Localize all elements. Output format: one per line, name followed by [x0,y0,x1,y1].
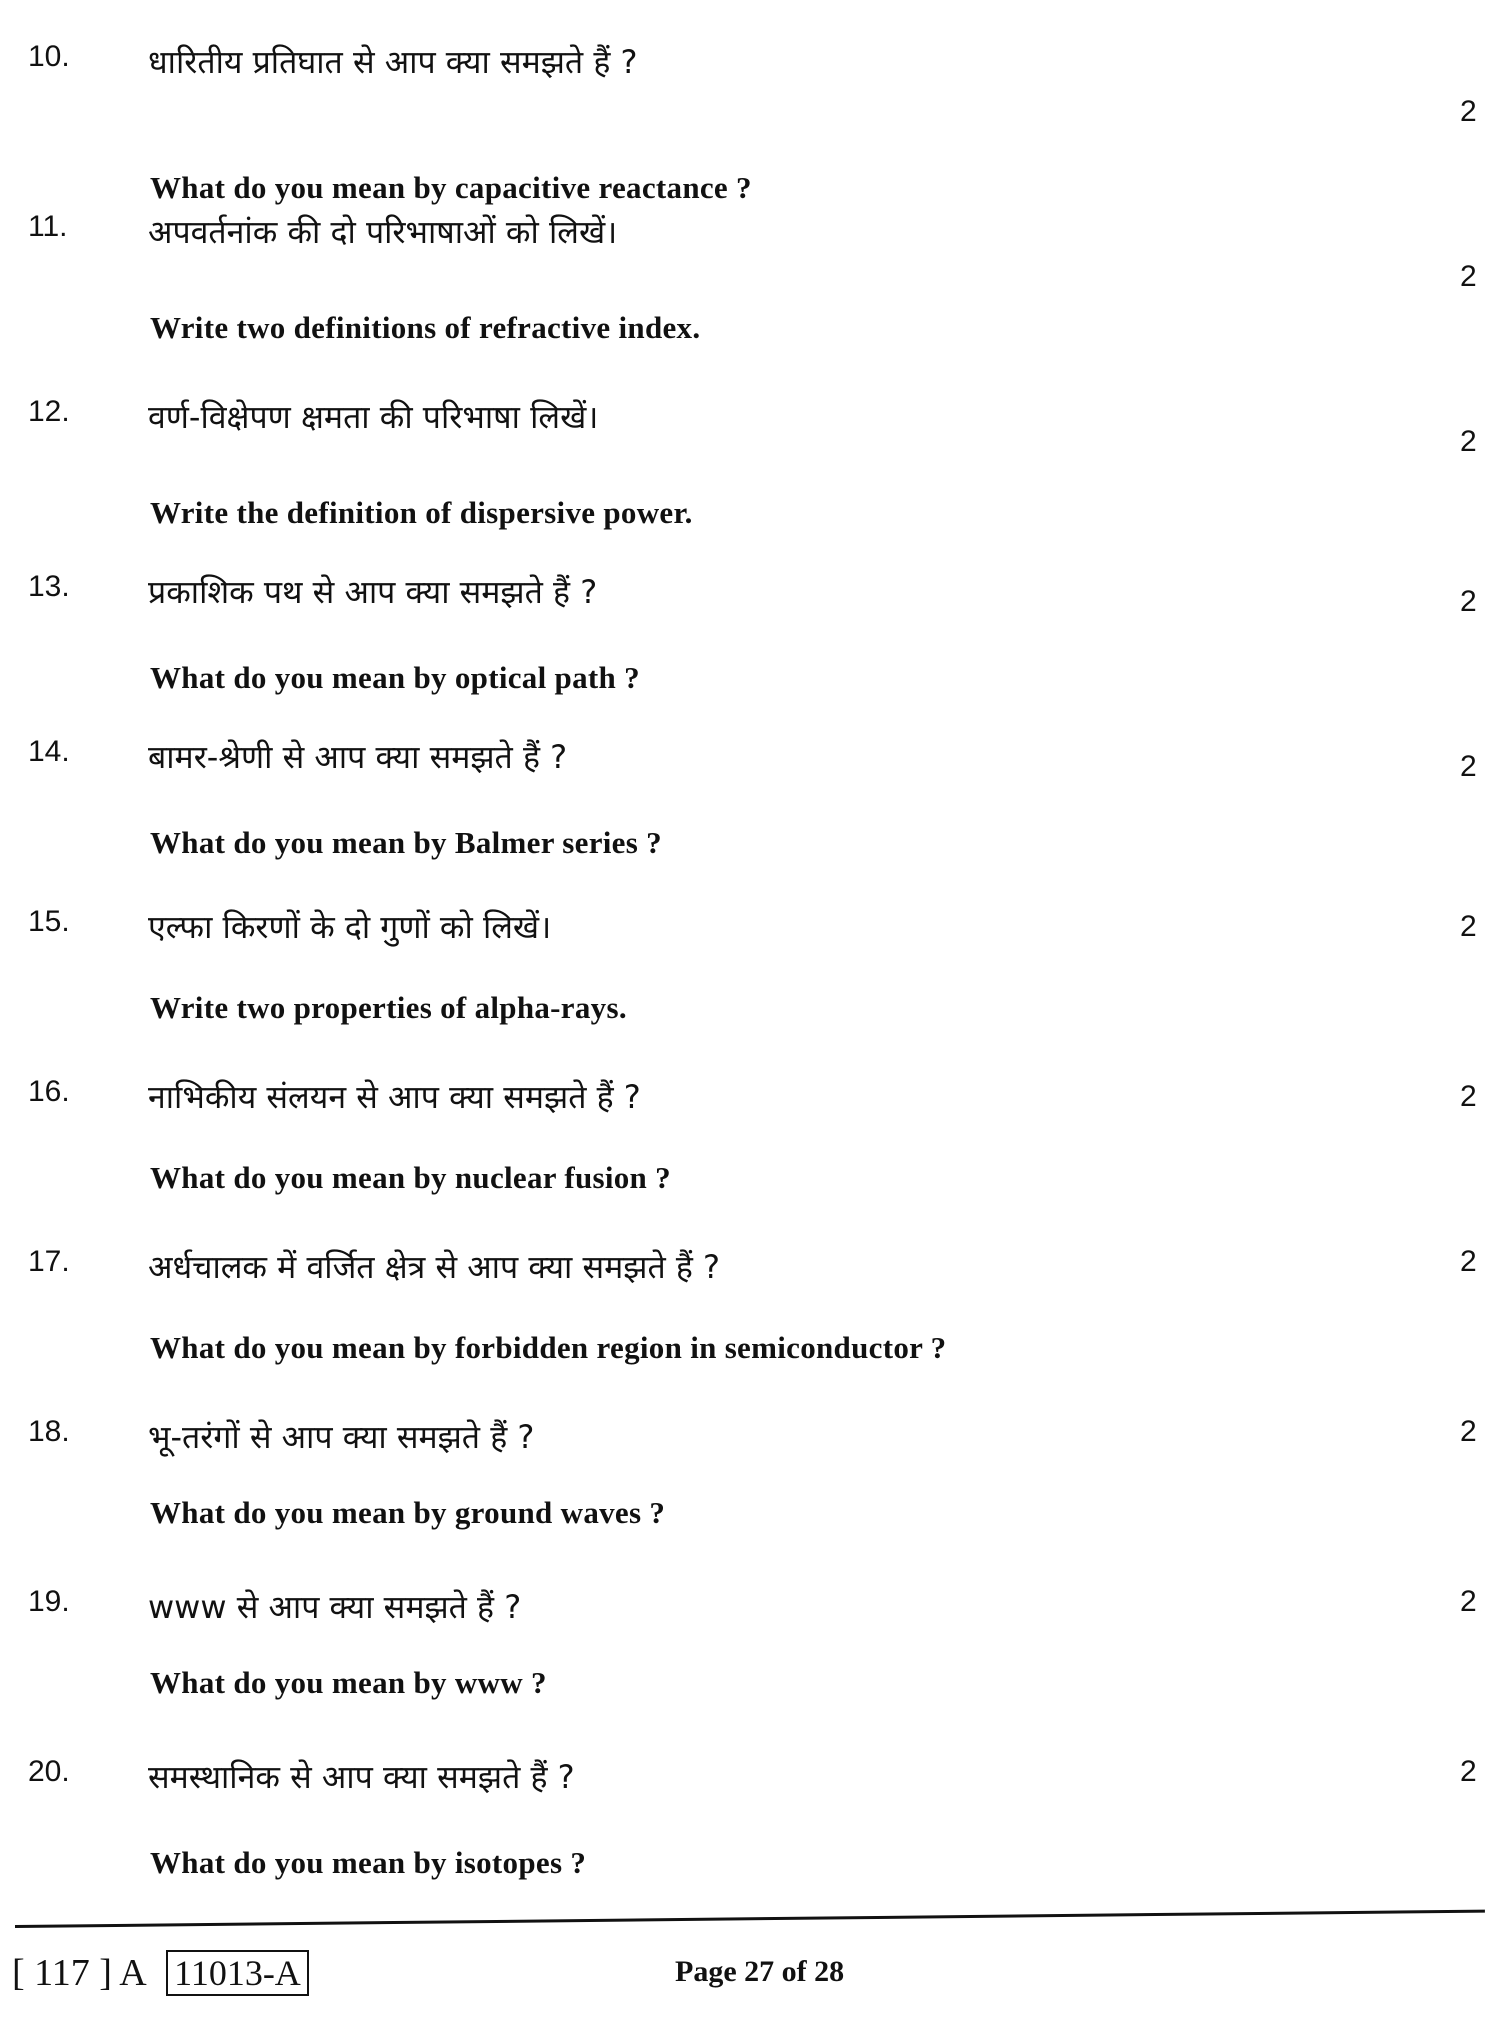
question-hindi: बामर-श्रेणी से आप क्या समझते हैं ? [148,738,568,776]
question-hindi: www से आप क्या समझते हैं ? [148,1588,522,1626]
question-english: Write two definitions of refractive index. [150,310,701,345]
question-marks: 2 [1460,910,1477,943]
question-english: What do you mean by forbidden region in semiconductor ? [150,1330,947,1365]
question-number: 20. [28,1755,70,1788]
question-english: What do you mean by www ? [150,1665,547,1700]
question-number: 13. [28,570,70,603]
question-hindi: समस्थानिक से आप क्या समझते हैं ? [148,1758,575,1796]
question-number: 18. [28,1415,70,1448]
paper-reference: [ 117 ] A [12,1952,145,1994]
question-number: 15. [28,905,70,938]
question-marks: 2 [1460,750,1477,783]
question-hindi: प्रकाशिक पथ से आप क्या समझते हैं ? [148,573,598,611]
page-number: Page 27 of 28 [675,1955,845,1988]
question-marks: 2 [1460,1415,1477,1448]
question-marks: 2 [1460,260,1477,293]
question-number: 11. [28,210,68,243]
footer-divider [15,1910,1485,1928]
question-number: 19. [28,1585,70,1618]
question-number: 16. [28,1075,70,1108]
question-marks: 2 [1460,425,1477,458]
question-number: 17. [28,1245,70,1278]
question-marks: 2 [1460,585,1477,618]
question-hindi: भू-तरंगों से आप क्या समझते हैं ? [148,1418,535,1456]
question-number: 12. [28,395,70,428]
question-hindi: अर्धचालक में वर्जित क्षेत्र से आप क्या समझते हैं ? [148,1248,721,1286]
footer-paper-ref [12,1950,309,1996]
question-hindi: एल्फा किरणों के दो गुणों को लिखें। [148,908,552,946]
question-number: 10. [28,40,70,73]
question-english: What do you mean by capacitive reactance ? [150,170,752,205]
question-marks: 2 [1460,1245,1477,1278]
question-marks: 2 [1460,1755,1477,1788]
question-english: What do you mean by ground waves ? [150,1495,666,1530]
question-number: 14. [28,735,70,768]
question-hindi: धारितीय प्रतिघात से आप क्या समझते हैं ? [148,43,638,81]
question-english: Write two properties of alpha-rays. [150,990,627,1025]
question-marks: 2 [1460,1585,1477,1618]
question-hindi: वर्ण-विक्षेपण क्षमता की परिभाषा लिखें। [148,398,599,436]
question-hindi: नाभिकीय संलयन से आप क्या समझते हैं ? [148,1078,641,1116]
question-english: What do you mean by nuclear fusion ? [150,1160,671,1195]
question-hindi: अपवर्तनांक की दो परिभाषाओं को लिखें। [148,213,618,251]
question-marks: 2 [1460,95,1477,128]
paper-code-box: 11013-A [166,1950,309,1996]
question-english: What do you mean by Balmer series ? [150,825,662,860]
question-marks: 2 [1460,1080,1477,1113]
question-english: Write the definition of dispersive power. [150,495,693,530]
question-english: What do you mean by isotopes ? [150,1845,587,1880]
question-english: What do you mean by optical path ? [150,660,640,695]
